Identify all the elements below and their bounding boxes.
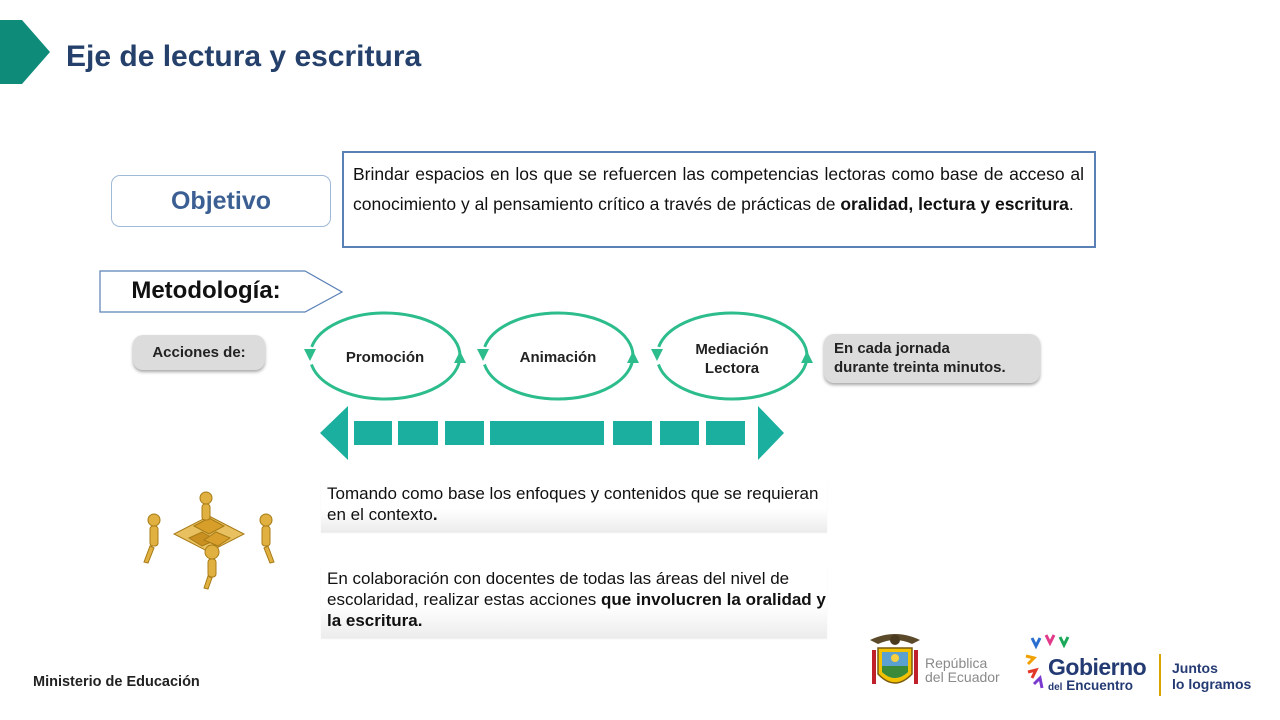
cycle-label-mediacion: Mediación bbox=[695, 341, 769, 358]
objective-text-box bbox=[342, 151, 1096, 248]
description-1-end: . bbox=[432, 505, 438, 524]
republica-ecuador-text bbox=[925, 656, 1000, 684]
double-arrow-icon bbox=[318, 404, 788, 462]
cycle-promocion bbox=[304, 313, 466, 399]
cycle-label-promocion: Promoción bbox=[345, 349, 425, 366]
corner-chevron-icon bbox=[0, 20, 52, 84]
description-2-text: En colaboración con docentes de todas las áreas del nivel de escolaridad, realizar estas acciones bbox=[327, 569, 790, 609]
objective-label: Objetivo bbox=[111, 175, 331, 227]
schedule-line-1: En cada jornada bbox=[834, 340, 950, 357]
puzzle-figures-icon bbox=[134, 486, 284, 590]
objective-text: Brindar espacios en los que se refuercen las competencias lectoras como base de acceso al conocimiento y al pensamiento crítico a través de prácticas de bbox=[353, 164, 1084, 214]
encuentro-logo-text bbox=[1048, 678, 1133, 693]
objective-text-end: . bbox=[1068, 194, 1074, 214]
reading-actions-cycle bbox=[300, 305, 820, 405]
republica-line-1: República bbox=[925, 655, 988, 671]
footer-ministry-name: Ministerio de Educación bbox=[33, 674, 200, 690]
footer-divider bbox=[1159, 654, 1161, 696]
cycle-mediacion bbox=[651, 313, 813, 399]
objective-text-bold: oralidad, lectura y escritura bbox=[840, 194, 1069, 214]
cycle-animacion bbox=[477, 313, 639, 399]
schedule-pill bbox=[824, 334, 1040, 383]
juntos-line-1: Juntos bbox=[1172, 660, 1218, 676]
methodology-label: Metodología: bbox=[131, 277, 281, 304]
actions-label-pill: Acciones de: bbox=[133, 335, 265, 370]
juntos-slogan bbox=[1172, 660, 1251, 692]
cycle-label-animacion: Animación bbox=[519, 349, 597, 366]
description-box-2 bbox=[321, 566, 827, 638]
encuentro-prefix: del bbox=[1048, 682, 1063, 693]
slide-title: Eje de lectura y escritura bbox=[66, 40, 422, 73]
schedule-line-2: durante treinta minutos. bbox=[834, 359, 1006, 376]
ecuador-coat-of-arms-icon bbox=[866, 630, 924, 696]
gobierno-logo-text: Gobierno bbox=[1048, 654, 1147, 680]
description-1-text: Tomando como base los enfoques y contenidos que se requieran en el contexto bbox=[327, 484, 819, 524]
description-2-bold: que involucren la oralidad y la escritura. bbox=[327, 590, 826, 630]
cycle-label-lectora: Lectora bbox=[704, 360, 760, 377]
republica-line-2: del Ecuador bbox=[925, 669, 1000, 685]
juntos-line-2: lo logramos bbox=[1172, 676, 1252, 692]
description-box-1 bbox=[321, 481, 827, 532]
encuentro-word: Encuentro bbox=[1066, 678, 1133, 693]
